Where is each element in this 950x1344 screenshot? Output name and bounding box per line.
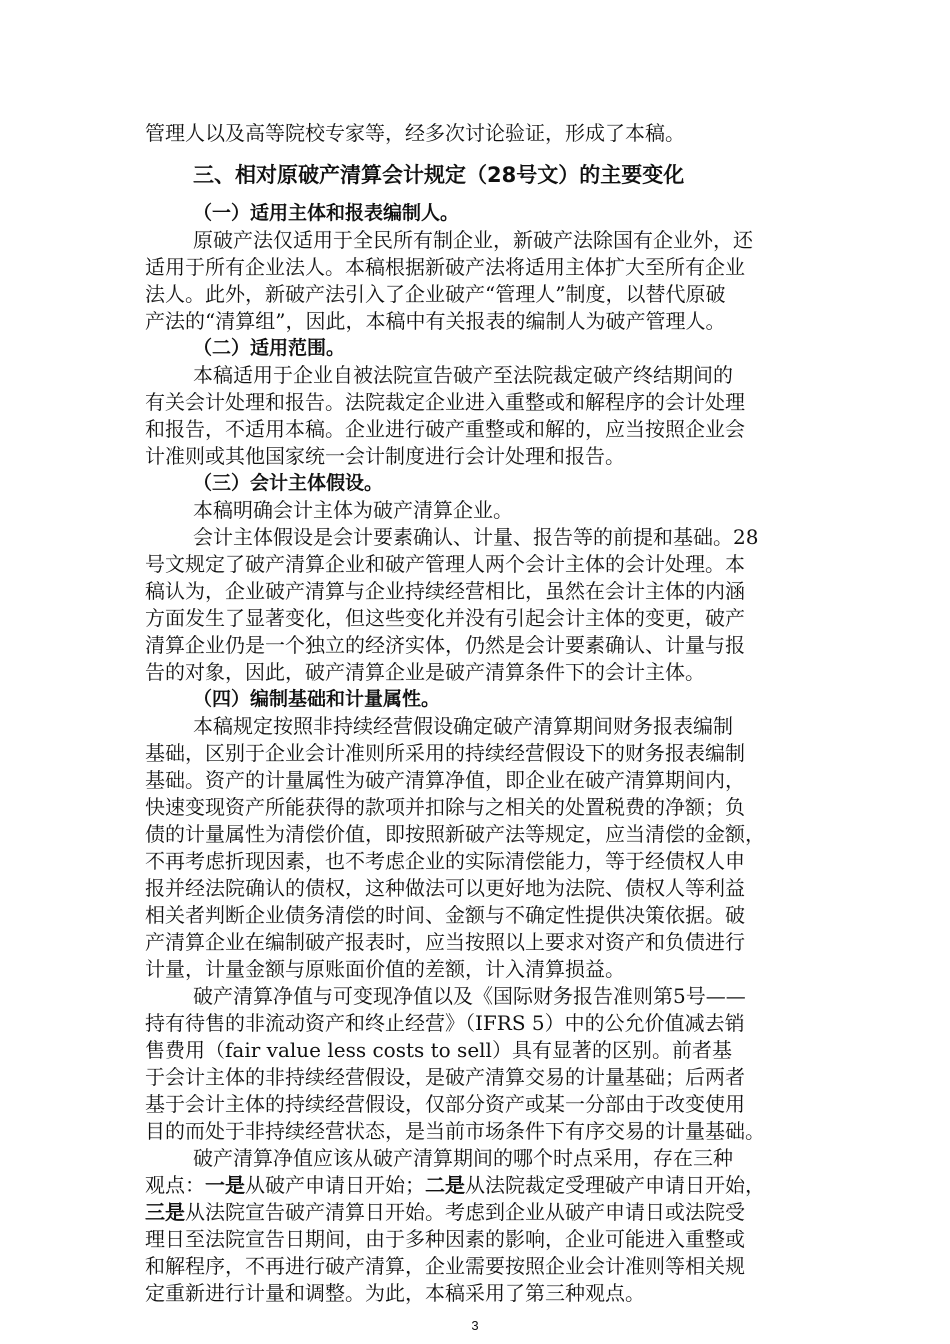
paragraph-line: 适用于所有企业法人。本稿根据新破产法将适用主体扩大至所有企业: [145, 255, 745, 279]
paragraph-line: 计量，计量金额与原账面价值的差额，计入清算损益。: [145, 957, 625, 981]
paragraph-line: 计准则或其他国家统一会计制度进行会计处理和报告。: [145, 444, 625, 468]
paragraph-line: 不再考虑折现因素，也不考虑企业的实际清偿能力，等于经债权人申: [145, 849, 745, 873]
subsection-heading-1: （一）适用主体和报表编制人。: [193, 202, 460, 224]
paragraph-line: 稿认为，企业破产清算与企业持续经营相比，虽然在会计主体的内涵: [145, 579, 745, 603]
text-run: 从破产申请日开始；: [245, 1173, 425, 1197]
text-run: 观点：: [145, 1173, 205, 1197]
paragraph-line: 报并经法院确认的债权，这种做法可以更好地为法院、债权人等利益: [145, 876, 745, 900]
paragraph-line: 本稿适用于企业自被法院宣告破产至法院裁定破产终结期间的: [193, 363, 733, 387]
paragraph-line: 和报告，不适用本稿。企业进行破产重整或和解的，应当按照企业会: [145, 417, 745, 441]
paragraph-line: 原破产法仅适用于全民所有制企业，新破产法除国有企业外，还: [193, 228, 753, 252]
paragraph-line: 债的计量属性为清偿价值，即按照新破产法等规定，应当清偿的金额，: [145, 822, 765, 846]
paragraph-line: 定重新进行计量和调整。为此，本稿采用了第三种观点。: [145, 1281, 645, 1305]
paragraph-line: 和解程序，不再进行破产清算，企业需要按照企业会计准则等相关规: [145, 1254, 745, 1278]
subsection-heading-2: （二）适用范围。: [193, 337, 346, 359]
text-run: 从法院宣告破产清算日开始。考虑到企业从破产申请日或法院受: [185, 1200, 745, 1224]
section-heading: 三、相对原破产清算会计规定（28号文）的主要变化: [193, 163, 685, 187]
paragraph-line: 本稿明确会计主体为破产清算企业。: [193, 498, 513, 522]
paragraph-line: 快速变现资产所能获得的款项并扣除与之相关的处置税费的净额；负: [145, 795, 745, 819]
paragraph-line: 目的而处于非持续经营状态，是当前市场条件下有序交易的计量基础。: [145, 1119, 765, 1143]
paragraph-line: 破产清算净值应该从破产清算期间的哪个时点采用，存在三种: [193, 1146, 733, 1170]
paragraph-line: 本稿规定按照非持续经营假设确定破产清算期间财务报表编制: [193, 714, 733, 738]
paragraph-line: 基础。资产的计量属性为破产清算净值，即企业在破产清算期间内，: [145, 768, 745, 792]
paragraph-line: 有关会计处理和报告。法院裁定企业进入重整或和解程序的会计处理: [145, 390, 745, 414]
paragraph-line: 理日至法院宣告日期间，由于多种因素的影响，企业可能进入重整或: [145, 1227, 745, 1251]
bold-run: 一是: [205, 1173, 245, 1197]
paragraph-line: 号文规定了破产清算企业和破产管理人两个会计主体的会计处理。本: [145, 552, 745, 576]
paragraph-line: 于会计主体的非持续经营假设，是破产清算交易的计量基础；后两者: [145, 1065, 745, 1089]
bold-run: 二是: [425, 1173, 465, 1197]
paragraph-line-mixed: [145, 1199, 805, 1226]
paragraph-line: 清算企业仍是一个独立的经济实体，仍然是会计要素确认、计量与报: [145, 633, 745, 657]
subsection-heading-4: （四）编制基础和计量属性。: [193, 688, 441, 710]
paragraph-line: 持有待售的非流动资产和终止经营》（IFRS 5）中的公允价值减去销: [145, 1011, 745, 1035]
paragraph-line: 相关者判断企业债务清偿的时间、金额与不确定性提供决策依据。破: [145, 903, 745, 927]
text-run: 从法院裁定受理破产申请日开始，: [465, 1173, 765, 1197]
subsection-heading-3: （三）会计主体假设。: [193, 472, 384, 494]
paragraph-line: 基于会计主体的持续经营假设，仅部分资产或某一分部由于改变使用: [145, 1092, 745, 1116]
bold-run: 三是: [145, 1200, 185, 1224]
paragraph-line: 破产清算净值与可变现净值以及《国际财务报告准则第5号——: [193, 984, 746, 1008]
page-number: 3: [471, 1318, 479, 1333]
paragraph-line: 会计主体假设是会计要素确认、计量、报告等的前提和基础。28: [193, 525, 759, 549]
paragraph-line: 基础，区别于企业会计准则所采用的持续经营假设下的财务报表编制: [145, 741, 745, 765]
paragraph-line: 告的对象，因此，破产清算企业是破产清算条件下的会计主体。: [145, 660, 705, 684]
paragraph-line: 方面发生了显著变化，但这些变化并没有引起会计主体的变更，破产: [145, 606, 745, 630]
paragraph-line: 产清算企业在编制破产报表时，应当按照以上要求对资产和负债进行: [145, 930, 745, 954]
paragraph-line: 法人。此外，新破产法引入了企业破产“管理人”制度，以替代原破: [145, 282, 726, 306]
paragraph-line-mixed: [145, 1172, 805, 1199]
paragraph-line: 产法的“清算组”，因此，本稿中有关报表的编制人为破产管理人。: [145, 309, 726, 333]
paragraph-line: 售费用（fair value less costs to sell）具有显著的区别。前者基: [145, 1038, 732, 1062]
paragraph-line: 管理人以及高等院校专家等，经多次讨论验证，形成了本稿。: [145, 121, 685, 145]
